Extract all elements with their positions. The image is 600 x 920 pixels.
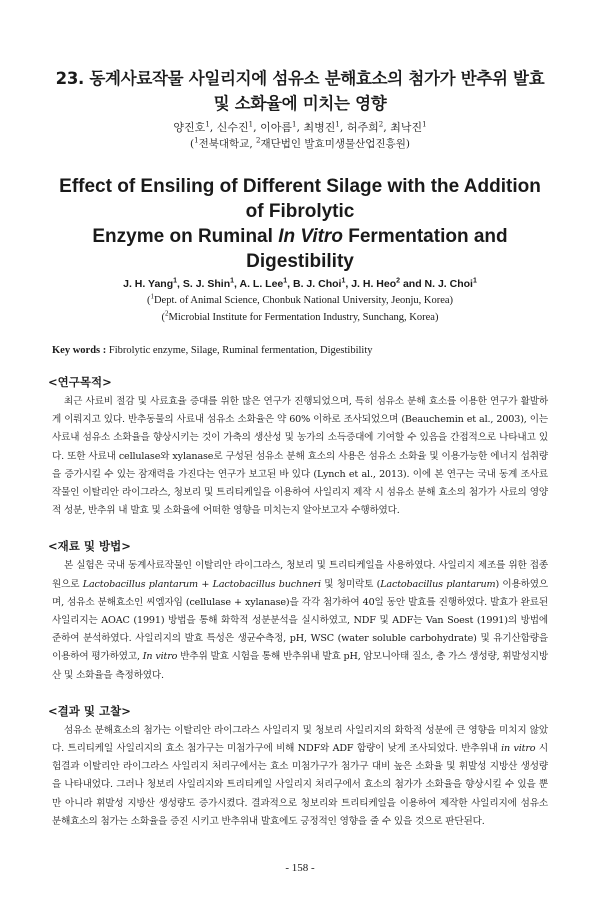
methods-paragraph: 본 실험은 국내 동계사료작물인 이탈리안 라이그라스, 청보리 및 트리티케일을 사용하였다. 사일리지 제조를 위한 접종원으로 Lactobacillus plantarum + Lactobacillus buchneri 및 청미락토 (Lactobacillus plantarum) 이용하였으며, 섬유소 분해효소인 씨엠자임 (cellulase + xylanase)을 각각 첨가하여 40일 동안 발효를 진행하였다. 발효가 완료된 사일리지는 AOAC (1991) 방법을 통해 화학적 성분분석을 실시하였고, NDF 및 ADF는 Van Soest (1991)의 방법에 준하여 분석하였다. 사일리지의 발효 특성은 생균수측정, pH, WSC (water soluble carbohydrate) 및 유기산함량을 이용하여 평가하였고, In vitro 반추위 발효 시험을 통해 반추위내 발효 pH, 암모니아태 질소, 총 가스 생성량, 휘발성지방산 및 소화율을 측정하였다. [52, 560, 549, 681]
page-number: - 158 - [285, 862, 315, 874]
paper-page [0, 66, 600, 920]
author: 신수진$^1$ [216, 120, 254, 134]
section-heading-results: <결과 및 고찰> [48, 703, 131, 718]
author: 이아름$^1$ [260, 120, 297, 134]
section-heading-purpose: <연구목적> [48, 375, 112, 389]
english-affiliation-1: ($^1$Dept. of Animal Science, Chonbuk National University, Jeonju, Korea) [146, 292, 454, 306]
section-heading-methods: <재료 및 방법> [48, 539, 131, 554]
author: 최낙진$^1$ [390, 120, 427, 134]
keywords: Key words : Fibrolytic enzyme, Silage, Ruminal fermentation, Digestibility [52, 345, 373, 356]
purpose-paragraph: 최근 사료비 절감 및 사료효율 증대를 위한 많은 연구가 진행되었으며, 특히 섬유소 분해 효소를 이용한 연구가 활발하게 이뤄지고 있다. 반추동물의 사료내 섬유소 소화율은 약 60% 이하로 조사되었으며 (Beauchemin et al., 2003), 이는 사료내 섬유소 소화율을 향상시키는 것이 가축의 생산성 및 농가의 소득증대에 기여할 수 있음을 간접적으로 나타내고 있다. 또한 사료내 cellulase와 xylanase로 구성된 섬유소 분해 효소의 사용은 섬유소 소화율 및 이용가능한 에너지 섭취량을 증가시킬 수 있는 잠재력을 가진다는 연구가 보고된 바 있다 (Lynch et al., 2013). 이에 본 연구는 국내 동계 조사료작물인 이탈리안 라이그라스, 청보리 및 트리티케일을 이용하여 사일리지 제작 시 섬유소 분해 효소의 첨가가 사료의 영양적 성분, 반추위 내 발효 및 소화율에 어떠한 영향을 미치는지 알아보고자 수행하였다. [52, 396, 548, 517]
results-paragraph: 섬유소 분해효소의 첨가는 이탈리안 라이그라스 사일리지 및 청보리 사일리지의 화학적 성분에 큰 영향을 미치지 않았다. 트리티케일 사일리지의 효소 첨가구는 미첨가구에 비해 NDF와 ADF 함량이 낮게 조사되었다. 반추위내 in vitro 시험결과 이탈리안 라이그라스 사일리지 처리구에서는 효소 미첨가구가 첨가구 대비 높은 소화율 및 휘발성 지방산 생성량을 나타내었다. 그러나 청보리 사일리지와 트리티케일 사일리지 처리구에서 효소의 첨가가 소화율을 향상시킬 수 있을 뿐만 아니라 휘발성 지방산 생성량도 증가시켰다. 결과적으로 청보리와 트리티케일을 이용하여 제작한 사일리지에 섬유소 분해효소의 첨가는 소화율을 증진 시키고 반추위내 발효에도 긍정적인 영향을 줄 수 있을 것으로 판단된다. [52, 724, 548, 827]
author: 양진호$^1$ [173, 120, 210, 134]
korean-title: 23. 동계사료작물 사일리지에 섬유소 분해효소의 첨가가 반추위 발효 및 소화율에 미치는 영향 [55, 69, 545, 113]
english-title: Effect of Ensiling of Different Silage with the Addition of Fibrolytic Enzyme on Ruminal In Vitro Fermentation and Digestibility [59, 176, 541, 272]
english-authors: J. H. Yang$^1$, S. J. Shin$^1$, A. L. Lee$^1$, B. J. Choi$^1$, J. H. Heo$^2$ and N. J. Choi$^1$ [123, 277, 477, 290]
author: 최병진$^1$ [303, 120, 340, 134]
author: 허주희$^2$ [346, 120, 384, 134]
english-affiliation-2: ($^2$Microbial Institute for Fermentation Industry, Sunchang, Korea) [161, 309, 439, 323]
korean-authors: 양진호$^1$, 신수진$^1$, 이아름$^1$, 최병진$^1$, 허주희$^2$, 최낙진$^1$ [173, 120, 427, 134]
korean-affiliations: ($^1$전북대학교, $^2$재단법인 발효미생물산업진흥원) [190, 136, 410, 150]
